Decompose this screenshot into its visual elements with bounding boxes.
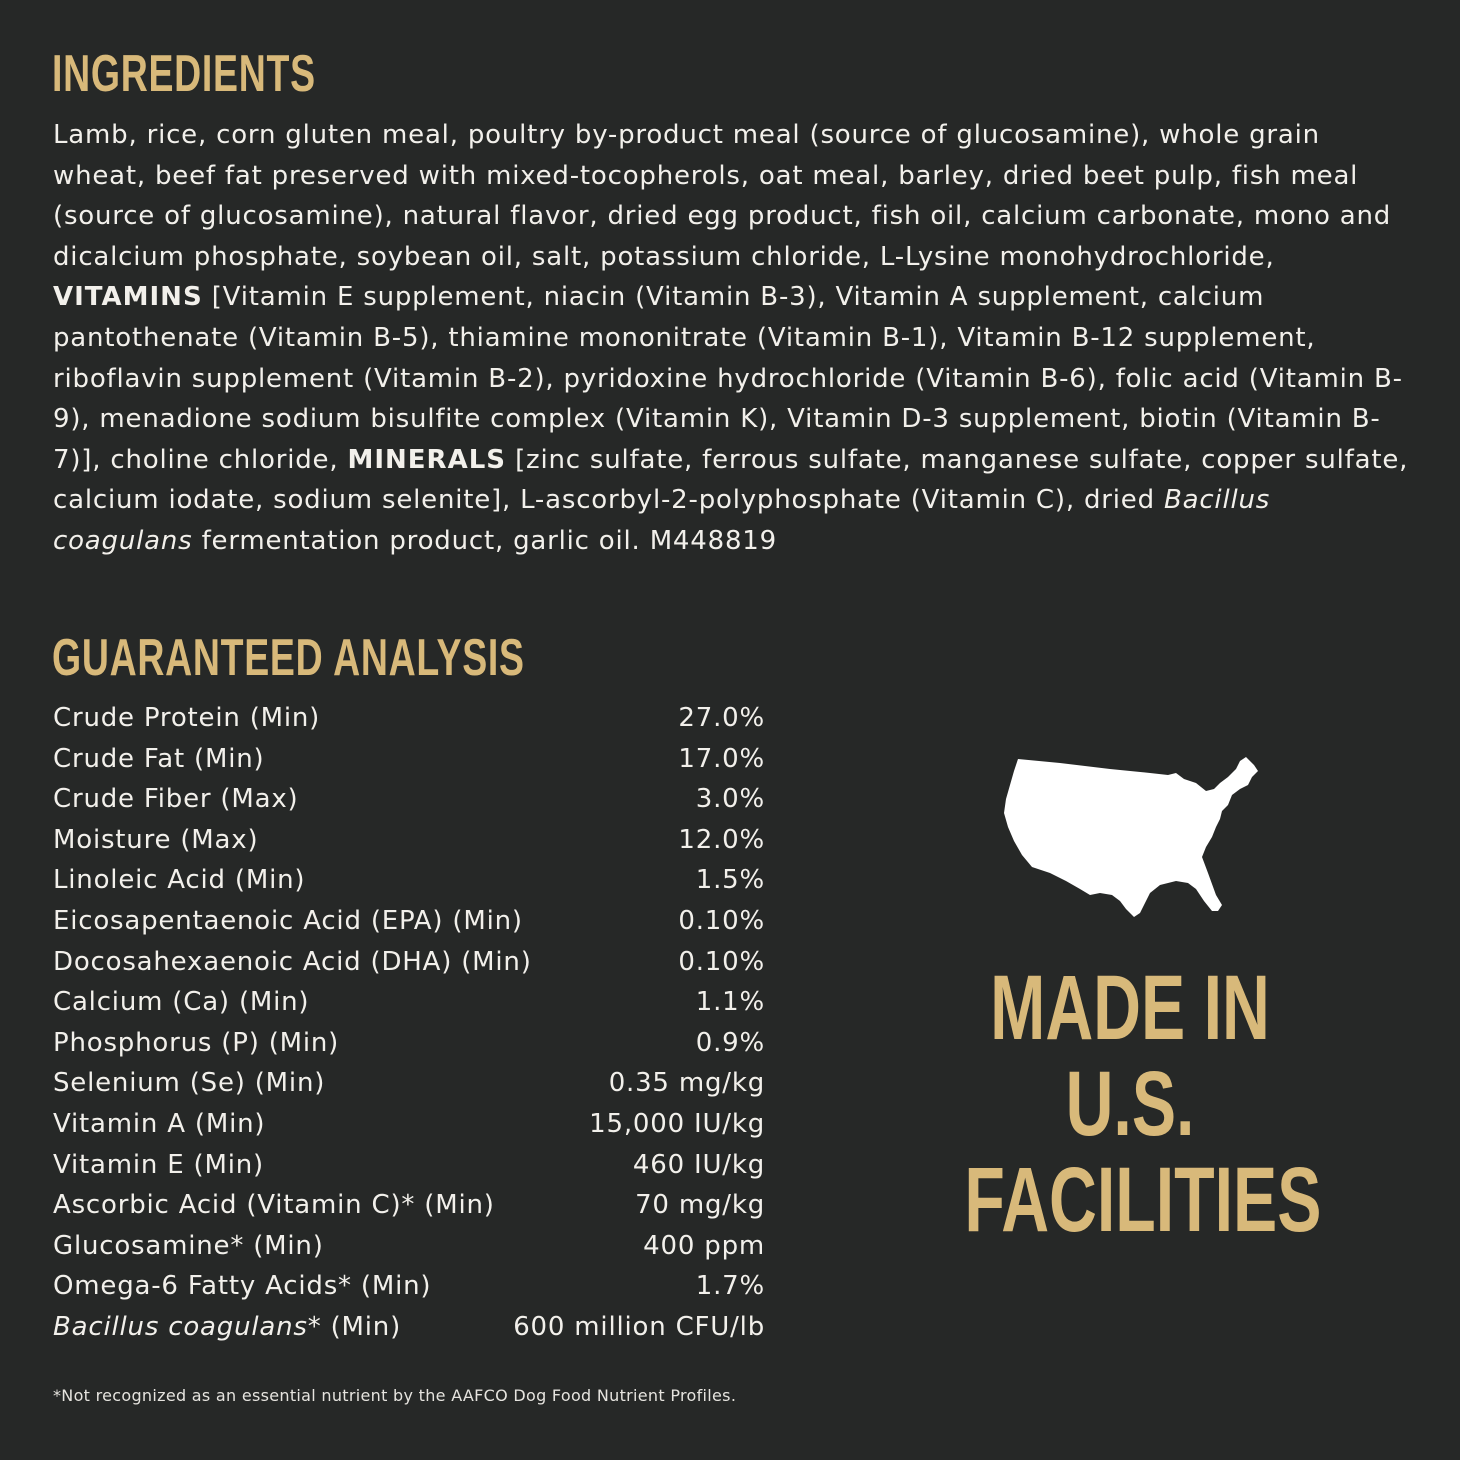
analysis-row <box>53 1226 765 1267</box>
analysis-label: Selenium (Se) (Min) <box>53 1068 326 1099</box>
analysis-label <box>53 1307 401 1348</box>
analysis-row <box>53 942 765 983</box>
analysis-row <box>53 982 765 1023</box>
analysis-label: Vitamin A (Min) <box>53 1108 266 1139</box>
bacillus-label-italic: Bacillus coagulans <box>53 1311 308 1342</box>
analysis-value: 3.0% <box>695 784 765 815</box>
badge-line-3: FACILITIES <box>964 1149 1322 1251</box>
ingredients-heading: INGREDIENTS <box>52 45 316 103</box>
analysis-value: 17.0% <box>678 743 765 774</box>
analysis-table <box>53 698 765 1348</box>
analysis-value: 460 IU/kg <box>632 1149 765 1180</box>
analysis-value: 600 million CFU/lb <box>513 1311 765 1342</box>
analysis-row <box>53 901 765 942</box>
badge-line-2: U.S. <box>1065 1053 1195 1155</box>
vitamins-label: VITAMINS <box>53 282 203 313</box>
analysis-row <box>53 1145 765 1186</box>
analysis-label: Crude Protein (Min) <box>53 703 321 733</box>
ingredients-text <box>53 115 1413 562</box>
analysis-value: 70 mg/kg <box>635 1190 765 1221</box>
analysis-value: 0.10% <box>678 946 765 977</box>
analysis-label: Moisture (Max) <box>53 824 259 855</box>
ingredients-text-part: [Vitamin E supplement, niacin (Vitamin B-3), Vitamin A supplement, calcium pantothenate (Vitamin B-5), thiamine mononitrate (Vitamin B-1), Vitamin B-12 supplement, riboflavin supplement (Vitamin B-2), pyridoxine hydrochloride (Vitamin B-6), folic acid (Vitamin B-9), menadione sodium bisulfite complex (Vitamin K), Vitamin D-3 supplement, biotin (Vitamin B-7)], choline chloride, <box>53 282 1403 475</box>
analysis-label: Eicosapentaenoic Acid (EPA) (Min) <box>53 905 523 936</box>
analysis-row <box>53 1185 765 1226</box>
analysis-label: Docosahexaenoic Acid (DHA) (Min) <box>53 946 532 977</box>
analysis-value: 400 ppm <box>643 1230 765 1261</box>
analysis-row <box>53 1063 765 1104</box>
badge-line-1: MADE IN <box>990 957 1270 1059</box>
analysis-value: 12.0% <box>678 824 765 855</box>
analysis-label: Glucosamine* (Min) <box>53 1230 324 1261</box>
analysis-label: Calcium (Ca) (Min) <box>53 987 310 1018</box>
made-in-us-badge <box>964 957 1322 1251</box>
analysis-row <box>53 779 765 820</box>
analysis-value: 0.10% <box>678 905 765 936</box>
analysis-row-last <box>53 1307 765 1348</box>
analysis-label: Ascorbic Acid (Vitamin C)* (Min) <box>53 1190 495 1221</box>
analysis-row <box>53 860 765 901</box>
analysis-value: 1.5% <box>695 865 765 896</box>
analysis-label: Phosphorus (P) (Min) <box>53 1027 340 1058</box>
analysis-label: Crude Fat (Min) <box>53 743 265 774</box>
analysis-label: Vitamin E (Min) <box>53 1149 264 1180</box>
bacillus-name: Bacillus coagulans <box>53 485 1271 556</box>
analysis-row <box>53 1104 765 1145</box>
analysis-label: Crude Fiber (Max) <box>53 784 299 815</box>
ingredients-text-part: [zinc sulfate, ferrous sulfate, manganese sulfate, copper sulfate, calcium iodate, sodium selenite], L-ascorbyl-2-polyphosphate (Vitamin C), dried <box>53 444 1409 516</box>
analysis-value: 15,000 IU/kg <box>589 1108 765 1139</box>
analysis-row <box>53 1266 765 1307</box>
analysis-row <box>53 739 765 780</box>
analysis-value: 1.7% <box>695 1271 765 1302</box>
analysis-value: 0.35 mg/kg <box>608 1068 765 1099</box>
analysis-value: 27.0% <box>678 703 765 733</box>
guaranteed-analysis-heading: GUARANTEED ANALYSIS <box>52 629 525 687</box>
usa-map-icon <box>1000 755 1262 920</box>
analysis-row <box>53 820 765 861</box>
bacillus-label-rest: * (Min) <box>307 1311 402 1342</box>
ingredients-text-part: fermentation product, garlic oil. M448819 <box>192 525 777 556</box>
footnote: *Not recognized as an essential nutrient by the AAFCO Dog Food Nutrient Profiles. <box>53 1386 737 1405</box>
analysis-label: Linoleic Acid (Min) <box>53 865 306 896</box>
analysis-label: Omega-6 Fatty Acids* (Min) <box>53 1271 432 1302</box>
analysis-value: 1.1% <box>695 987 765 1018</box>
analysis-row <box>53 698 765 739</box>
minerals-label: MINERALS <box>347 444 506 475</box>
analysis-row <box>53 1023 765 1064</box>
analysis-value: 0.9% <box>695 1027 765 1058</box>
ingredients-text-part: Lamb, rice, corn gluten meal, poultry by-product meal (source of glucosamine), whole grain wheat, beef fat preserved with mixed-tocopherols, oat meal, barley, dried beet pulp, fish meal (source of glucosamine), natural flavor, dried egg product, fish oil, calcium carbonate, mono and dicalcium phosphate, soybean oil, salt, potassium chloride, L-Lysine monohydrochloride, <box>53 120 1392 272</box>
